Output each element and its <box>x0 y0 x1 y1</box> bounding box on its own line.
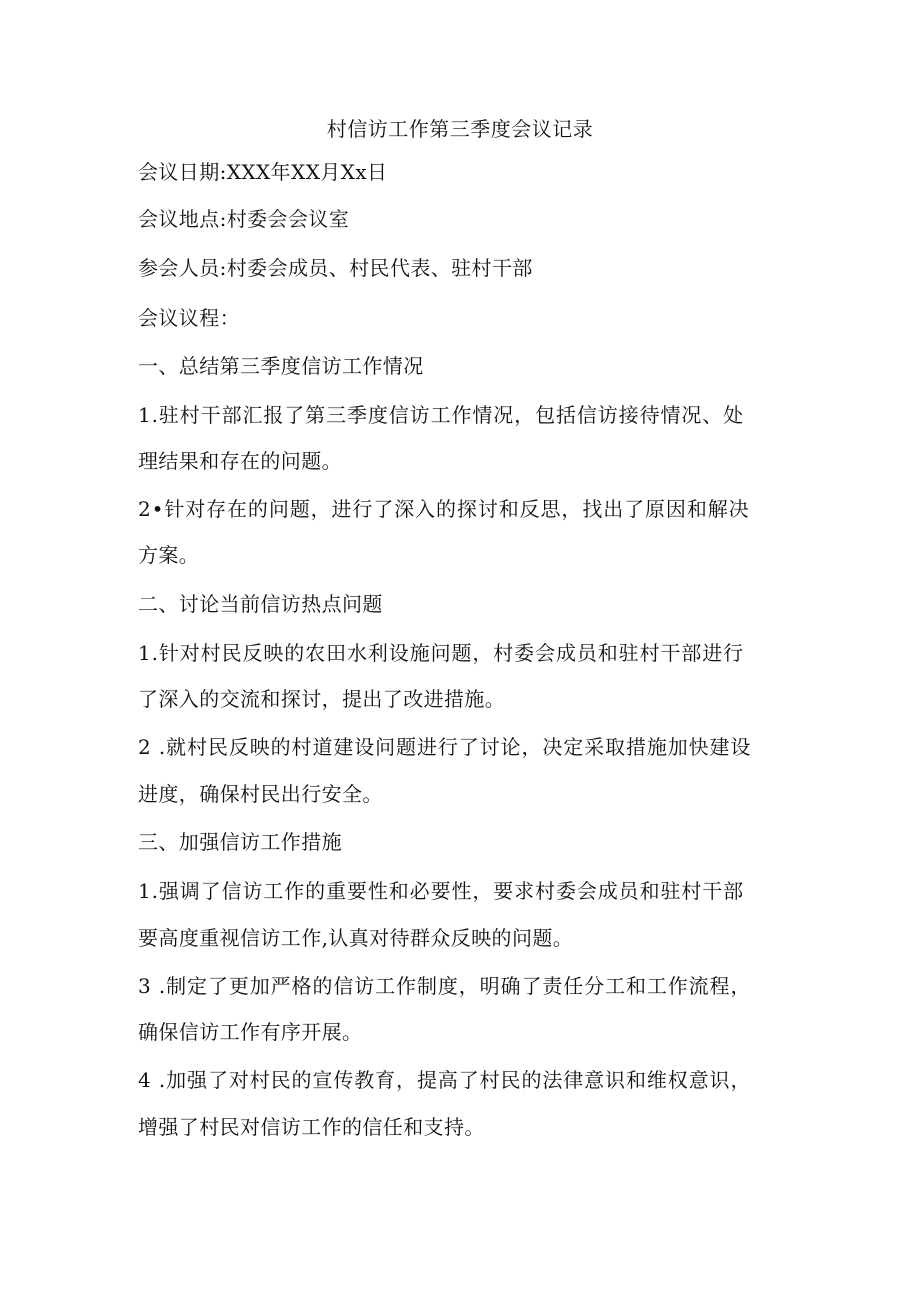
meeting-place: 会议地点:村委会会议室 <box>138 207 350 231</box>
section-3-item-3-line-1: 3 .制定了更加严格的信访工作制度，明确了责任分工和工作流程， <box>138 974 752 998</box>
section-2-item-1-line-1: 1.针对村民反映的农田水利设施问题，村委会成员和驻村干部进行 <box>138 641 745 665</box>
section-3-item-4-line-2: 增强了村民对信访工作的信任和支持。 <box>138 1115 485 1139</box>
attendees: 参会人员:村委会成员、村民代表、驻村干部 <box>138 256 533 280</box>
section-3-item-4-line-1: 4 .加强了对村民的宣传教育，提高了村民的法律意识和维权意识， <box>138 1068 752 1092</box>
section-1-item-2-line-1: 2•针对存在的问题，进行了深入的探讨和反思，找出了原因和解决 <box>138 497 750 521</box>
section-1-item-2-line-2: 方案。 <box>138 543 200 567</box>
document-title: 村信访工作第三季度会议记录 <box>326 117 594 141</box>
meeting-date: 会议日期:XXX年XX月Xx日 <box>138 160 388 184</box>
section-1-item-1-line-1: 1.驻村干部汇报了第三季度信访工作情况，包括信访接待情况、处 <box>138 403 745 427</box>
section-3-heading: 三、加强信访工作措施 <box>138 830 342 854</box>
section-2-heading: 二、讨论当前信访热点问题 <box>138 592 383 616</box>
section-2-item-2-line-1: 2 .就村民反映的村道建设问题进行了讨论，决定采取措施加快建设 <box>138 735 752 759</box>
section-2-item-1-line-2: 了深入的交流和探讨，提出了改进措施。 <box>138 687 506 711</box>
agenda-label: 会议议程： <box>138 306 240 330</box>
section-1-heading: 一、总结第三季度信访工作情况 <box>138 354 424 378</box>
section-1-item-1-line-2: 理结果和存在的问题。 <box>138 449 342 473</box>
section-3-item-1-line-2: 要高度重视信访工作,认真对待群众反映的问题。 <box>138 926 574 950</box>
section-3-item-1-line-1: 1.强调了信访工作的重要性和必要性，要求村委会成员和驻村干部 <box>138 879 745 903</box>
section-3-item-3-line-2: 确保信访工作有序开展。 <box>138 1020 363 1044</box>
section-2-item-2-line-2: 进度，确保村民出行安全。 <box>138 782 383 806</box>
